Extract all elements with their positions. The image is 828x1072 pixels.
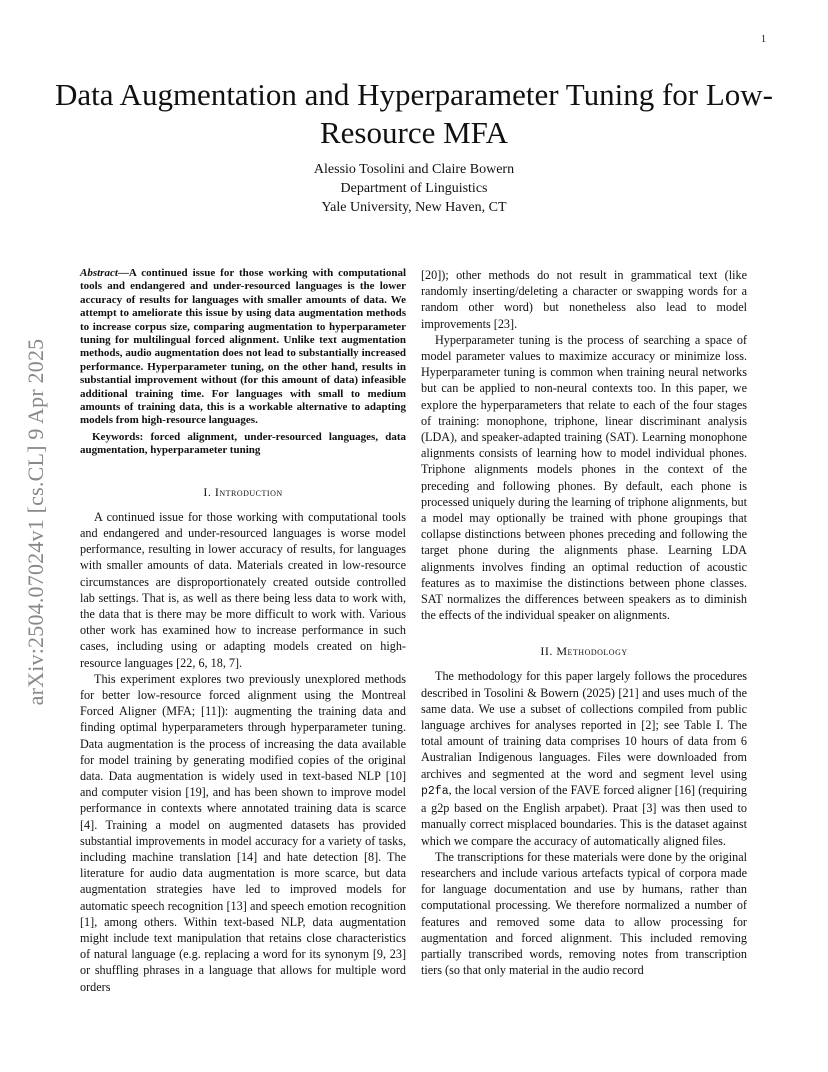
intro-continuation: [20]); other methods do not result in grammatical text (like randomly inserting/deleting a character or swapping words for a random other word) but nonetheless also lead to model improvements [23].	[421, 268, 747, 331]
abstract-text: A continued issue for those working with computational tools and endangered and under-resourced languages is the lower accuracy of results for languages with smaller amounts of data. We attempt to ameliorate this issue by using data augmentation methods to increase corpus size, comparing augmentation to hyperparameter tuning for multilingual forced alignment. Unlike text augmentation methods, audio augmentation does not lead to substantially increased performance. Hyperparameter tuning, on the other hand, results in substantial improvement without (for this amount of data) infeasible additional training time. For languages with small to medium amounts of training data, this is a workable alternative to adapting models from high-resource languages.	[80, 267, 406, 427]
methodology-p1-after: , the local version of the FAVE forced aligner [16] (requiring a g2p based on the English arpabet). Praat [3] was then used to manually correct misplaced boundaries. This is the dataset against which we compare the accuracy of automatically aligned files.	[421, 782, 747, 848]
methodology-paragraph-2: The transcriptions for these materials were done by the original researchers and include various artefacts typical of corpora made for language documentation and use by humans, rather than computational processing. We therefore normalized a number of features and removed some data to allow processing for augmentation and forced alignment. This included removing partially transcribed words, removing notes from transcription tiers (so that only material in the audio record	[421, 849, 747, 978]
arxiv-stamp	[16, 295, 56, 750]
author-affiliation: Yale University, New Haven, CT	[321, 200, 507, 215]
paper-title: Data Augmentation and Hyperparameter Tuning for Low-Resource MFA	[55, 77, 773, 150]
author-department: Department of Linguistics	[340, 181, 488, 196]
abstract-label: Abstract	[80, 267, 118, 279]
left-column	[80, 267, 406, 995]
arxiv-stamp-text: arXiv:2504.07024v1 [cs.CL] 9 Apr 2025	[23, 338, 48, 706]
abstract	[80, 267, 406, 428]
methodology-p1-before: The methodology for this paper largely follows the procedures described in Tosolini & Bowern (2025) [21] and uses much of the same data. We use a subset of collections compiled from public language archives for analyses reported in [2]; see Table I. The total amount of training data comprises 10 hours of data from 6 Australian Indigenous languages. Files were downloaded from archives and segmented at the word and segment level using	[421, 669, 747, 781]
abstract-dash: —	[117, 267, 129, 279]
p2fa-code: p2fa	[421, 784, 449, 798]
intro-paragraph-2: This experiment explores two previously unexplored methods for better low-resource forced alignment using the Montreal Forced Aligner (MFA; [11]): augmenting the training data and finding optimal hyperparameters through hyperparameter tuning. Data augmentation is the process of increasing the data available for model training by generating modified copies of the original data. Data augmentation is widely used in text-based NLP [10] and computer vision [19], and has been shown to improve model performance in contexts where annotated training data is scarce [4]. Training a model on augmented datasets has provided substantial improvements in model accuracy for a variety of tasks, including machine translation [14] and hate detection [8]. The literature for audio data augmentation is more scarce, but data augmentation strategies have led to improved models for automatic speech recognition [13] and speech emotion recognition [1], among others. Within text-based NLP, data augmentation might include text manipulation that retains close characteristics of natural language (e.g. replacing a word for its synonym [9, 23] or shuffling phrases in a language that allows for multiple word orders	[80, 671, 406, 994]
hyperparameter-paragraph: Hyperparameter tuning is the process of searching a space of model parameter values to maximize accuracy or minimize loss. Hyperparameter tuning is common when training neural networks but can be applied to non-neural contexts too. In this paper, we explore the hyperparameters that relate to each of the four stages of training: monophone, triphone, linear discriminant analysis (LDA), and speaker-adapted training (SAT). Learning monophone alignments consists of learning how to model individual phones. Triphone alignments models phones in the context of the preceding and following phones. By default, each phone is processed uniquely during the learning of triphone alignments, but a model may optionally be trained with phone groupings that collapse distinctions between phones preceding and following the target phone during the alignments phase. Learning LDA alignments involves finding an optimal reduction of acoustic features as to maximise the distinctions between phone classes. SAT normalizes the differences between speakers as to diminish the effects of the individual speaker on alignments.	[421, 332, 747, 623]
keywords: Keywords: forced alignment, under-resourced languages, data augmentation, hyperparameter tuning	[80, 430, 406, 457]
right-column	[421, 267, 747, 978]
methodology-paragraph-1	[421, 668, 747, 848]
author-block	[0, 160, 828, 217]
section-heading-methodology: II. Methodology	[540, 644, 628, 659]
section-heading-introduction: I. Introduction	[203, 484, 283, 499]
author-names: Alessio Tosolini and Claire Bowern	[313, 162, 515, 177]
intro-paragraph-1: A continued issue for those working with computational tools and endangered and under-resourced languages is worse model performance, resulting in lower accuracy of results, for languages with smaller amounts of data. Materials created in low-resource circumstances are disproportionately created outside controlled lab settings. That is, as well as there being less data to work with, the data that is there may be more difficult to work with. Various other work has examined how to increase performance in such cases, including using or adapting models created on high-resource languages [22, 6, 18, 7].	[80, 509, 406, 670]
page-number: 1	[761, 34, 766, 45]
